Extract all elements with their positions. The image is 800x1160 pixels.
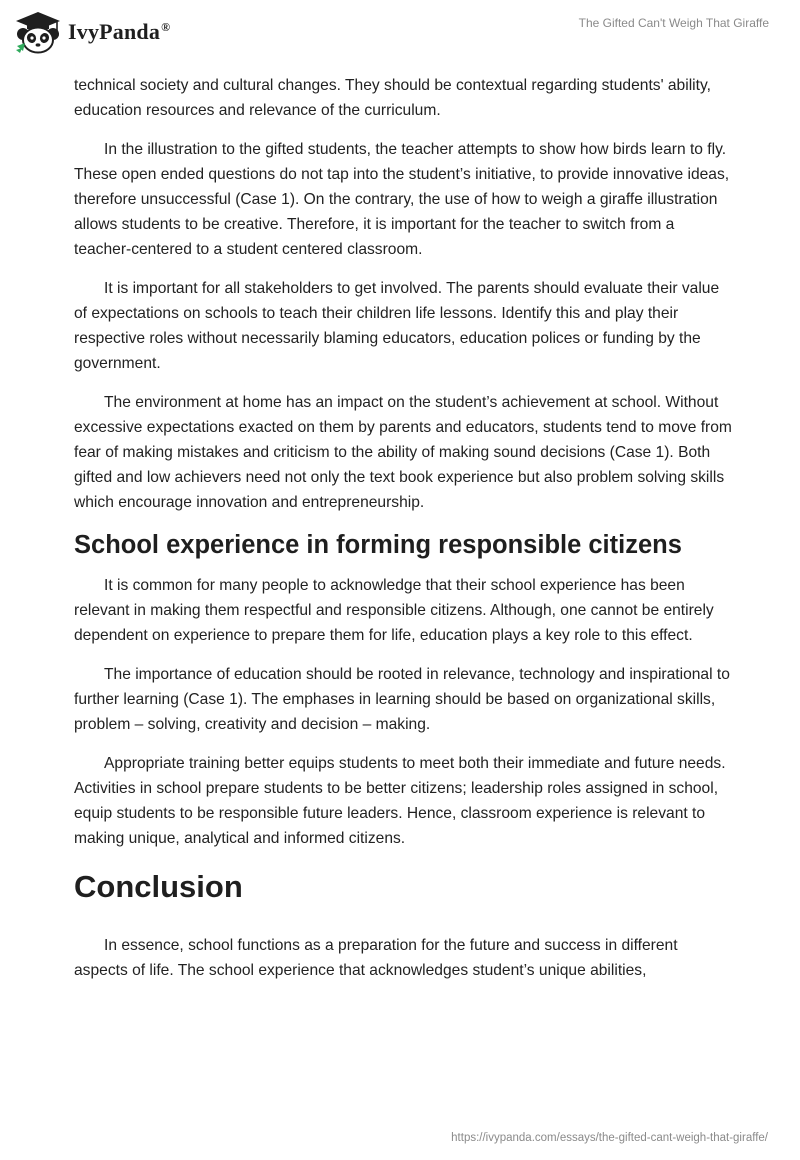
panda-graduation-cap-icon [14, 10, 62, 54]
paragraph: The environment at home has an impact on the student’s achievement at school. Without excessive expectations exacted on them by parents and educators, students tend to move from fear of making mistakes and criticism to the ability of making sound decisions (Case 1). Both gifted and low achievers need not only the text book experience but also problem solving skills which encourage innovation and entrepreneurship. [74, 394, 732, 511]
brand-name: IvyPanda® [68, 19, 171, 44]
page-header [0, 0, 800, 70]
paragraph: In essence, school functions as a preparation for the future and success in different aspects of life. The school experience that acknowledges student’s unique abilities, [74, 937, 678, 979]
essay-body [74, 73, 734, 997]
paragraph: It is common for many people to acknowledge that their school experience has been relevant in making them respectful and responsible citizens. Although, one cannot be entirely dependent on experience to prepare them for life, education plays a key role to this effect. [74, 577, 714, 644]
paragraph: Appropriate training better equips students to meet both their immediate and future needs. Activities in school prepare students to be better citizens; leadership roles assigned in school, equip students to be responsible future leaders. Hence, classroom experience is relevant to making unique, analytical and informed citizens. [74, 755, 726, 847]
section-heading: School experience in forming responsible citizens [74, 531, 682, 559]
document-title: The Gifted Can't Weigh That Giraffe [578, 16, 769, 30]
conclusion-heading: Conclusion [74, 869, 243, 904]
source-url[interactable]: https://ivypanda.com/essays/the-gifted-cant-weigh-that-giraffe/ [451, 1132, 768, 1144]
paragraph: The importance of education should be rooted in relevance, technology and inspirational to further learning (Case 1). The emphases in learning should be based on organizational skills, problem – solving, creativity and decision – making. [74, 666, 730, 733]
paragraph: In the illustration to the gifted students, the teacher attempts to show how birds learn to fly. These open ended questions do not tap into the student’s initiative, to provide innovative ideas, therefore unsuccessful (Case 1). On the contrary, the use of how to weigh a giraffe illustration allows students to be creative. Therefore, it is important for the teacher to switch from a teacher-centered to a student centered classroom. [74, 141, 730, 258]
brand-logo[interactable] [14, 10, 170, 54]
paragraph: It is important for all stakeholders to get involved. The parents should evaluate their value of expectations on schools to teach their children life lessons. Identify this and play their respective roles without necessarily blaming educators, education polices or funding by the government. [74, 280, 720, 372]
paragraph: technical society and cultural changes. They should be contextual regarding students' ability, education resources and relevance of the curriculum. [74, 77, 711, 119]
